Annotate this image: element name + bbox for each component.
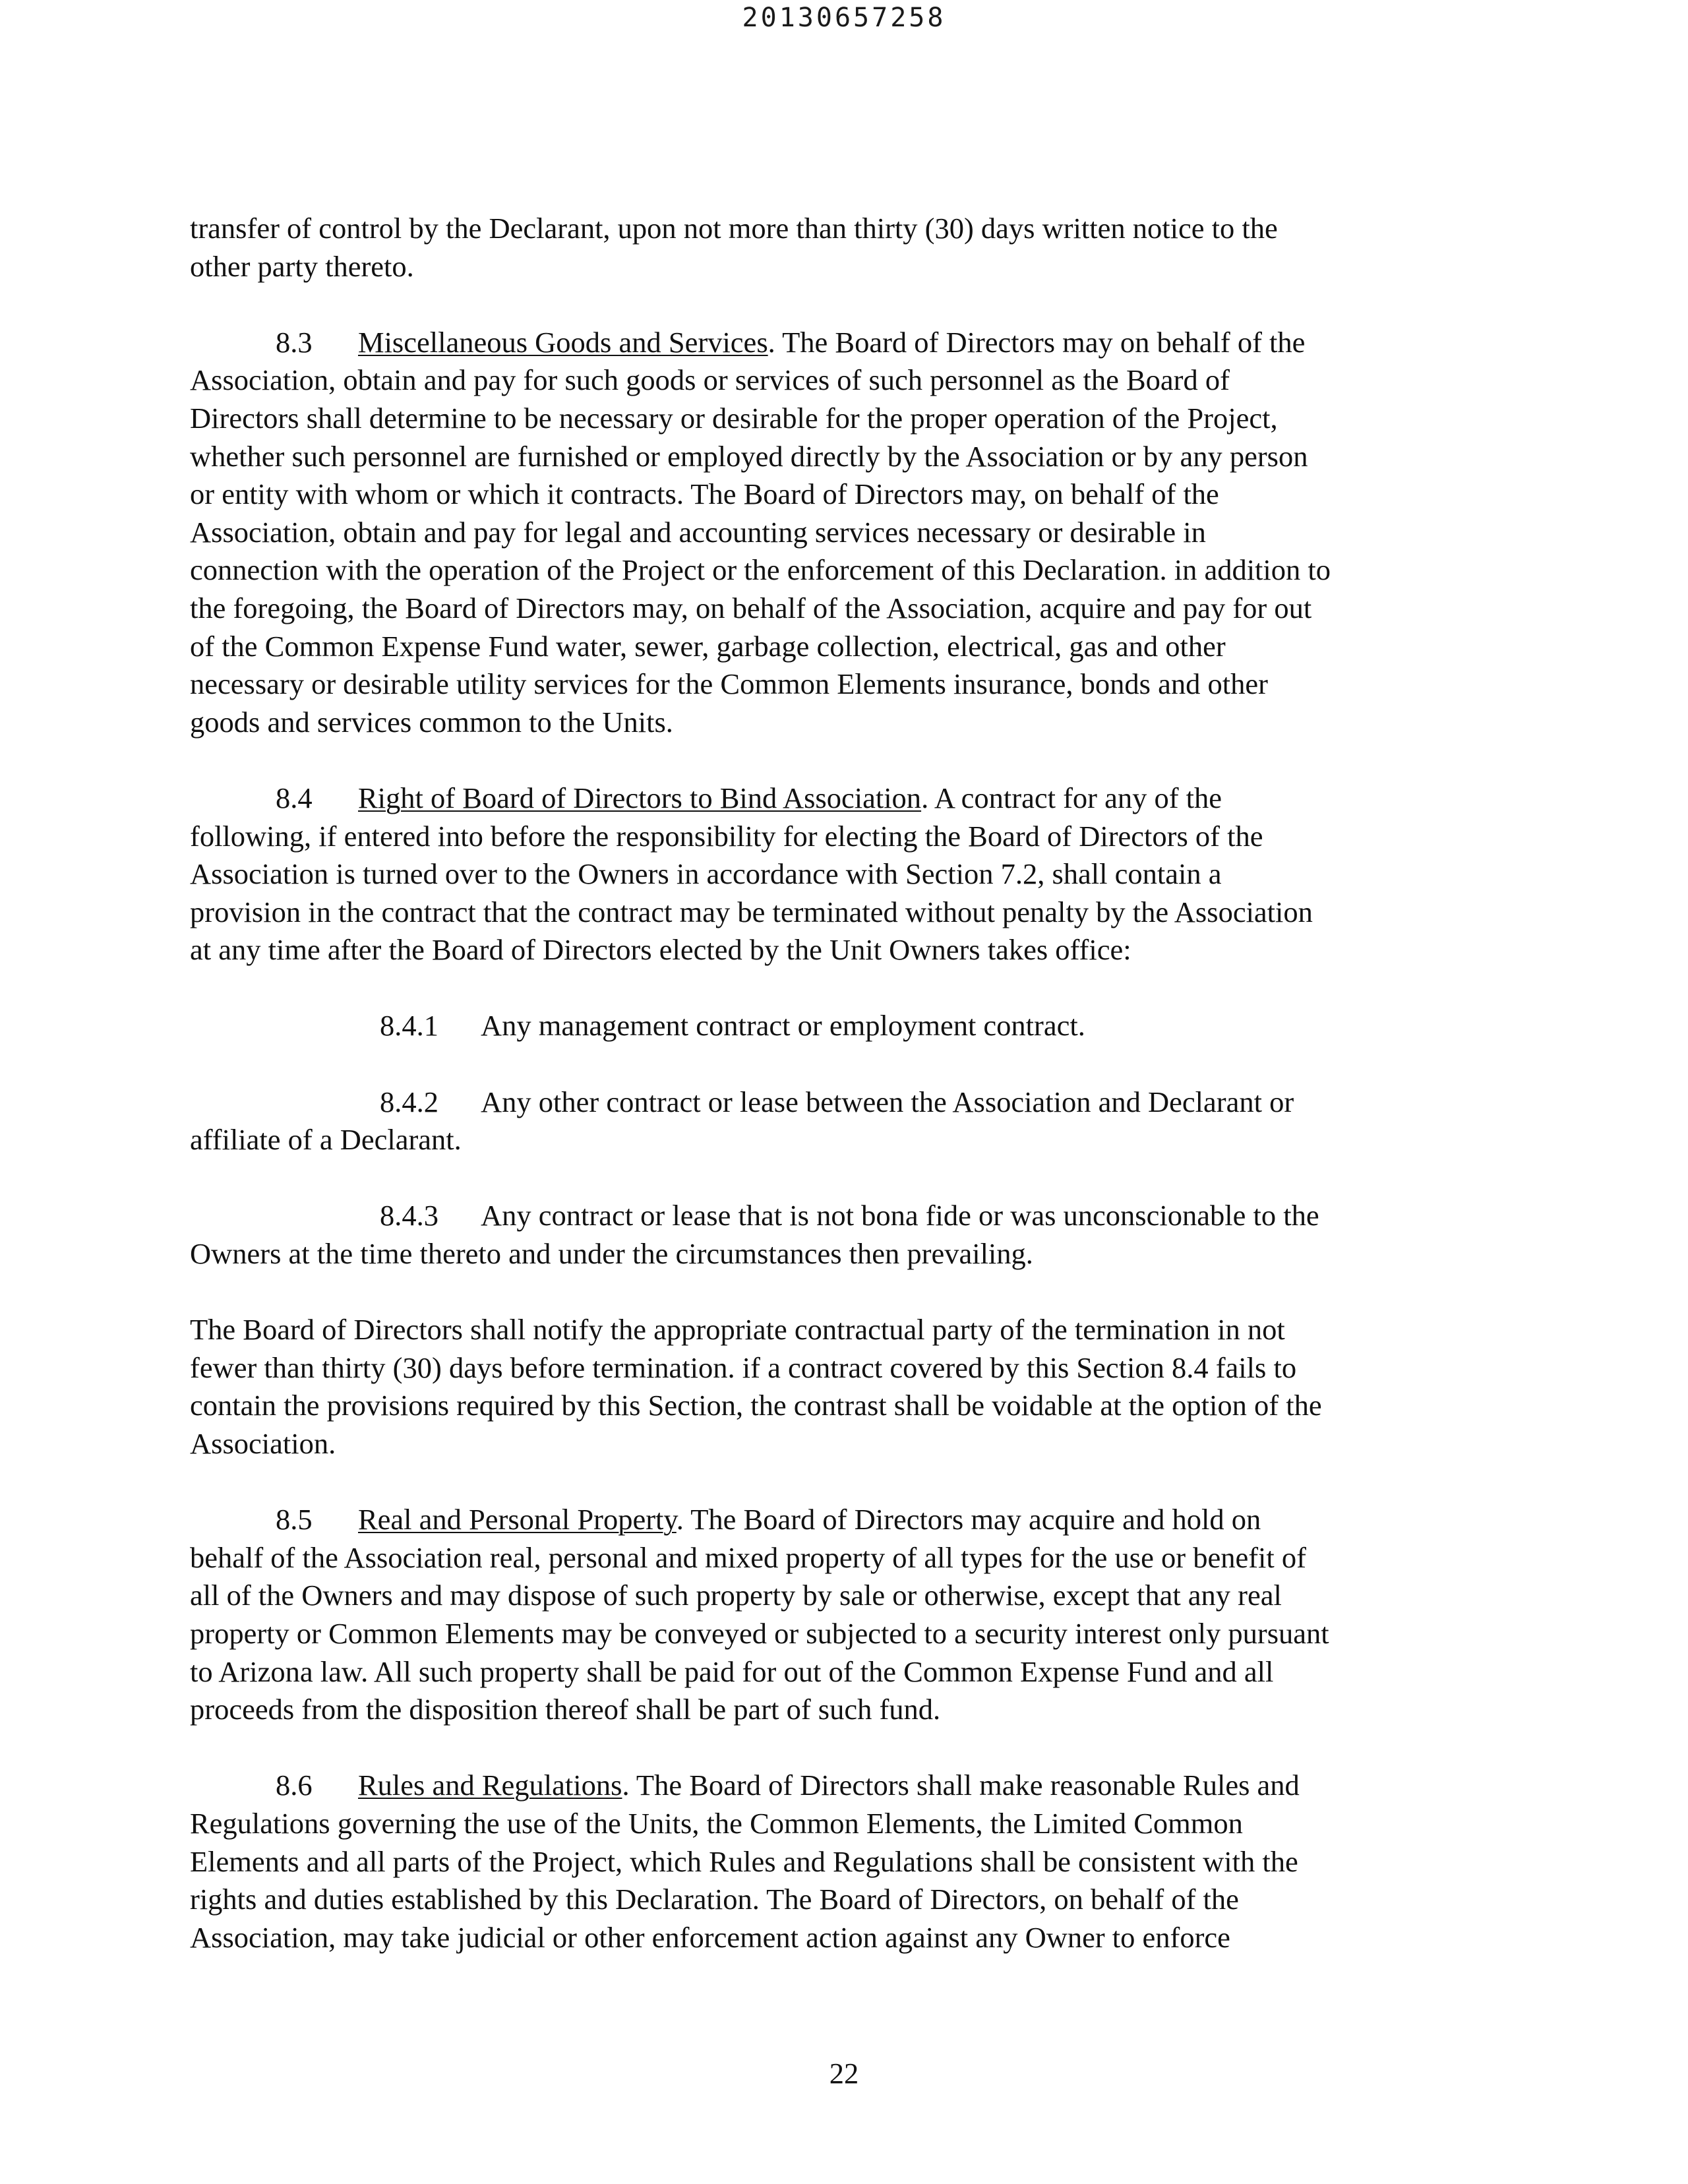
text-line: whether such personnel are furnished or employed directly by the Association or by any person bbox=[190, 439, 1308, 473]
text-line: fewer than thirty (30) days before termination. if a contract covered by this Section 8.4 fails to bbox=[190, 1350, 1297, 1384]
text-line: goods and services common to the Units. bbox=[190, 705, 673, 739]
text-line: at any time after the Board of Directors elected by the Unit Owners takes office: bbox=[190, 933, 1131, 967]
section-first-line bbox=[190, 1767, 1509, 1805]
page-body bbox=[190, 210, 1509, 1995]
text-line: The Board of Directors shall notify the appropriate contractual party of the termination in not bbox=[190, 1313, 1285, 1347]
section-first-line bbox=[190, 1083, 1509, 1122]
section-first-line bbox=[190, 1197, 1509, 1235]
text-line: or entity with whom or which it contracts. The Board of Directors may, on behalf of the bbox=[190, 477, 1219, 511]
section-first-line bbox=[190, 1007, 1509, 1045]
text-line: Association, obtain and pay for legal and accounting services necessary or desirable in bbox=[190, 515, 1206, 549]
text-line: the foregoing, the Board of Directors may, on behalf of the Association, acquire and pay for out bbox=[190, 591, 1312, 624]
section-text: Any other contract or lease between the Association and Declarant or bbox=[481, 1085, 1294, 1118]
text-line: Association, may take judicial or other enforcement action against any Owner to enforce bbox=[190, 1920, 1230, 1954]
section-heading: Real and Personal Property bbox=[358, 1503, 677, 1536]
text-line: Elements and all parts of the Project, which Rules and Regulations shall be consistent with the bbox=[190, 1844, 1298, 1878]
section-text: . A contract for any of the bbox=[921, 781, 1222, 814]
paragraph-termination-notice bbox=[190, 1311, 1509, 1463]
text-line: transfer of control by the Declarant, upon not more than thirty (30) days written notice to the bbox=[190, 212, 1278, 245]
text-line: behalf of the Association real, personal and mixed property of all types for the use or benefit of bbox=[190, 1540, 1306, 1574]
subsection-8-4-2 bbox=[190, 1083, 1509, 1159]
section-8-6 bbox=[190, 1767, 1509, 1957]
section-8-3 bbox=[190, 324, 1509, 742]
section-text: . The Board of Directors may on behalf of the bbox=[768, 325, 1306, 359]
section-text: . The Board of Directors may acquire and hold on bbox=[676, 1503, 1261, 1536]
text-line: proceeds from the disposition thereof shall be part of such fund. bbox=[190, 1693, 941, 1726]
document-number: 20130657258 bbox=[742, 3, 946, 33]
paragraph-continuation bbox=[190, 210, 1509, 286]
section-text: Any management contract or employment contract. bbox=[481, 1009, 1085, 1043]
text-line: other party thereto. bbox=[190, 249, 414, 283]
section-number: 8.3 bbox=[276, 325, 313, 359]
subsection-8-4-3 bbox=[190, 1197, 1509, 1273]
section-first-line bbox=[190, 324, 1509, 362]
text-line: provision in the contract that the contract may be terminated without penalty by the Association bbox=[190, 895, 1313, 928]
text-line: Owners at the time thereto and under the circumstances then prevailing. bbox=[190, 1237, 1033, 1271]
page-number: 22 bbox=[829, 2057, 859, 2090]
section-number: 8.6 bbox=[276, 1769, 313, 1802]
section-first-line bbox=[190, 779, 1509, 818]
text-line: rights and duties established by this Declaration. The Board of Directors, on behalf of the bbox=[190, 1883, 1239, 1916]
text-line: property or Common Elements may be conveyed or subjected to a security interest only pursuant bbox=[190, 1616, 1329, 1650]
text-line: Association, obtain and pay for such goods or services of such personnel as the Board of bbox=[190, 363, 1230, 397]
section-text: . The Board of Directors shall make reasonable Rules and bbox=[622, 1769, 1300, 1802]
text-line: Regulations governing the use of the Units, the Common Elements, the Limited Common bbox=[190, 1806, 1243, 1840]
text-line: of the Common Expense Fund water, sewer, garbage collection, electrical, gas and other bbox=[190, 629, 1226, 663]
section-text: Any contract or lease that is not bona fide or was unconscionable to the bbox=[481, 1199, 1319, 1232]
text-line: to Arizona law. All such property shall be paid for out of the Common Expense Fund and all bbox=[190, 1654, 1274, 1688]
text-line: affiliate of a Declarant. bbox=[190, 1123, 462, 1157]
subsection-number: 8.4.1 bbox=[380, 1009, 438, 1043]
text-line: contain the provisions required by this Section, the contrast shall be voidable at the option of the bbox=[190, 1389, 1322, 1422]
text-line: Association. bbox=[190, 1427, 336, 1460]
section-first-line bbox=[190, 1501, 1509, 1539]
section-8-4 bbox=[190, 779, 1509, 969]
section-heading: Miscellaneous Goods and Services bbox=[358, 325, 768, 359]
section-8-5 bbox=[190, 1501, 1509, 1729]
text-line: necessary or desirable utility services for the Common Elements insurance, bonds and other bbox=[190, 667, 1268, 701]
subsection-8-4-1 bbox=[190, 1007, 1509, 1045]
section-number: 8.4 bbox=[276, 781, 313, 814]
text-line: connection with the operation of the Project or the enforcement of this Declaration. in addition to bbox=[190, 553, 1331, 587]
section-heading: Right of Board of Directors to Bind Association bbox=[358, 781, 922, 814]
subsection-number: 8.4.2 bbox=[380, 1085, 438, 1118]
section-number: 8.5 bbox=[276, 1503, 313, 1536]
text-line: all of the Owners and may dispose of such property by sale or otherwise, except that any real bbox=[190, 1579, 1282, 1612]
subsection-number: 8.4.3 bbox=[380, 1199, 438, 1232]
text-line: Directors shall determine to be necessary or desirable for the proper operation of the Project, bbox=[190, 401, 1278, 435]
text-line: Association is turned over to the Owners in accordance with Section 7.2, shall contain a bbox=[190, 857, 1222, 891]
section-heading: Rules and Regulations bbox=[358, 1769, 622, 1802]
text-line: following, if entered into before the responsibility for electing the Board of Directors of the bbox=[190, 819, 1263, 853]
